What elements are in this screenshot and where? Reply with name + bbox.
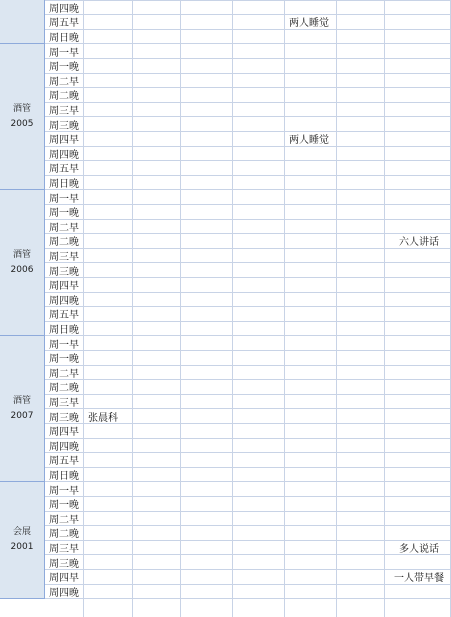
time-slot-cell: 周二晚 [45, 526, 84, 541]
grid-row-line [45, 335, 451, 336]
time-slot-cell: 周三晚 [45, 263, 84, 278]
time-slot-cell: 周日晚 [45, 175, 84, 190]
time-slot-cell: 周二早 [45, 219, 84, 234]
time-slot-cell: 周三晚 [45, 409, 84, 424]
time-slot-cell: 周四晚 [45, 438, 84, 453]
grid-column-line [232, 0, 233, 617]
remark-cell: 一人带早餐 [394, 573, 444, 585]
grid-row-line [45, 496, 451, 497]
time-slot-cell: 周三晚 [45, 117, 84, 132]
grid-row-line [45, 189, 451, 190]
time-slot-cell: 周三早 [45, 102, 84, 117]
grid-row-line [45, 292, 451, 293]
grid-row-line [45, 0, 451, 1]
time-slot-cell: 周二晚 [45, 234, 84, 249]
time-slot-cell: 周四晚 [45, 584, 84, 599]
room-cell [0, 44, 45, 190]
room-number: 2005 [10, 118, 34, 129]
time-slot-cell: 周一早 [45, 190, 84, 205]
grid-row-line [45, 379, 451, 380]
remark-cell: 两人睡觉 [289, 135, 329, 147]
grid-column-line [384, 0, 385, 617]
time-slot-cell: 周四早 [45, 131, 84, 146]
grid-row-line [45, 350, 451, 351]
time-slot-cell: 周二晚 [45, 88, 84, 103]
grid-row-line [45, 204, 451, 205]
grid-row-line [45, 511, 451, 512]
grid-row-line [45, 116, 451, 117]
grid-column-line [180, 0, 181, 617]
grid-row-line [45, 438, 451, 439]
time-slot-cell: 周一晚 [45, 496, 84, 511]
grid-row-line [45, 58, 451, 59]
time-slot-cell: 周四晚 [45, 292, 84, 307]
time-slot-cell: 周日晚 [45, 321, 84, 336]
time-slot-cell: 周一早 [45, 44, 84, 59]
grid-row-line [45, 306, 451, 307]
time-slot-cell: 周五早 [45, 15, 84, 30]
time-slot-cell: 周一晚 [45, 350, 84, 365]
grid-row-line [45, 43, 451, 44]
remark-cell: 两人睡觉 [289, 18, 329, 30]
room-name: 会展 [12, 527, 31, 538]
grid-row-line [45, 102, 451, 103]
grid-column-line [132, 0, 133, 617]
time-slot-cell: 周一晚 [45, 58, 84, 73]
room-cell [0, 0, 45, 44]
grid-row-line [45, 14, 451, 15]
grid-row-line [45, 131, 451, 132]
time-slot-cell: 周一晚 [45, 204, 84, 219]
grid-row-line [45, 467, 451, 468]
time-slot-cell: 周二晚 [45, 380, 84, 395]
time-slot-cell: 周二早 [45, 511, 84, 526]
time-slot-cell: 周五早 [45, 307, 84, 322]
grid-column-line [284, 0, 285, 617]
grid-row-line [45, 262, 451, 263]
grid-row-line [45, 277, 451, 278]
time-slot-cell: 周四早 [45, 423, 84, 438]
time-slot-cell: 周四晚 [45, 0, 84, 15]
time-slot-cell: 周四早 [45, 277, 84, 292]
time-slot-cell: 周三早 [45, 248, 84, 263]
room-separator [0, 598, 45, 599]
room-name: 酒管 [12, 395, 31, 406]
grid-row-line [45, 452, 451, 453]
room-cell [0, 482, 45, 599]
grid-row-line [45, 365, 451, 366]
grid-row-line [45, 175, 451, 176]
time-slot-cell: 周二早 [45, 73, 84, 88]
time-slot-cell: 周日晚 [45, 467, 84, 482]
room-cell [0, 190, 45, 336]
room-name: 酒管 [12, 103, 31, 114]
grid-row-line [45, 29, 451, 30]
time-slot-cell: 周五早 [45, 161, 84, 176]
remark-cell: 张晨科 [88, 412, 118, 424]
time-slot-cell: 周三早 [45, 394, 84, 409]
time-slot-cell: 周四晚 [45, 146, 84, 161]
room-number: 2006 [10, 264, 34, 275]
room-name: 酒管 [12, 249, 31, 260]
grid-row-line [45, 219, 451, 220]
remark-cell: 多人说话 [399, 543, 439, 555]
time-slot-cell: 周一早 [45, 336, 84, 351]
grid-row-line [45, 598, 451, 599]
grid-row-line [45, 146, 451, 147]
time-slot-cell: 周日晚 [45, 29, 84, 44]
room-cell [0, 336, 45, 482]
grid-row-line [45, 525, 451, 526]
time-slot-cell: 周三晚 [45, 555, 84, 570]
grid-row-line [45, 394, 451, 395]
time-slot-cell: 周五早 [45, 453, 84, 468]
time-slot-cell: 周三早 [45, 540, 84, 555]
grid-row-line [45, 321, 451, 322]
room-number: 2007 [10, 410, 34, 421]
room-number: 2001 [10, 542, 34, 553]
grid-row-line [45, 73, 451, 74]
grid-row-line [45, 160, 451, 161]
grid-row-line [45, 481, 451, 482]
grid-column-line [336, 0, 337, 617]
time-slot-cell: 周二早 [45, 365, 84, 380]
time-slot-cell: 周一早 [45, 482, 84, 497]
grid-column-line [83, 0, 84, 617]
time-slot-cell: 周四早 [45, 569, 84, 584]
remark-cell: 六人讲话 [399, 237, 439, 249]
grid-row-line [45, 87, 451, 88]
